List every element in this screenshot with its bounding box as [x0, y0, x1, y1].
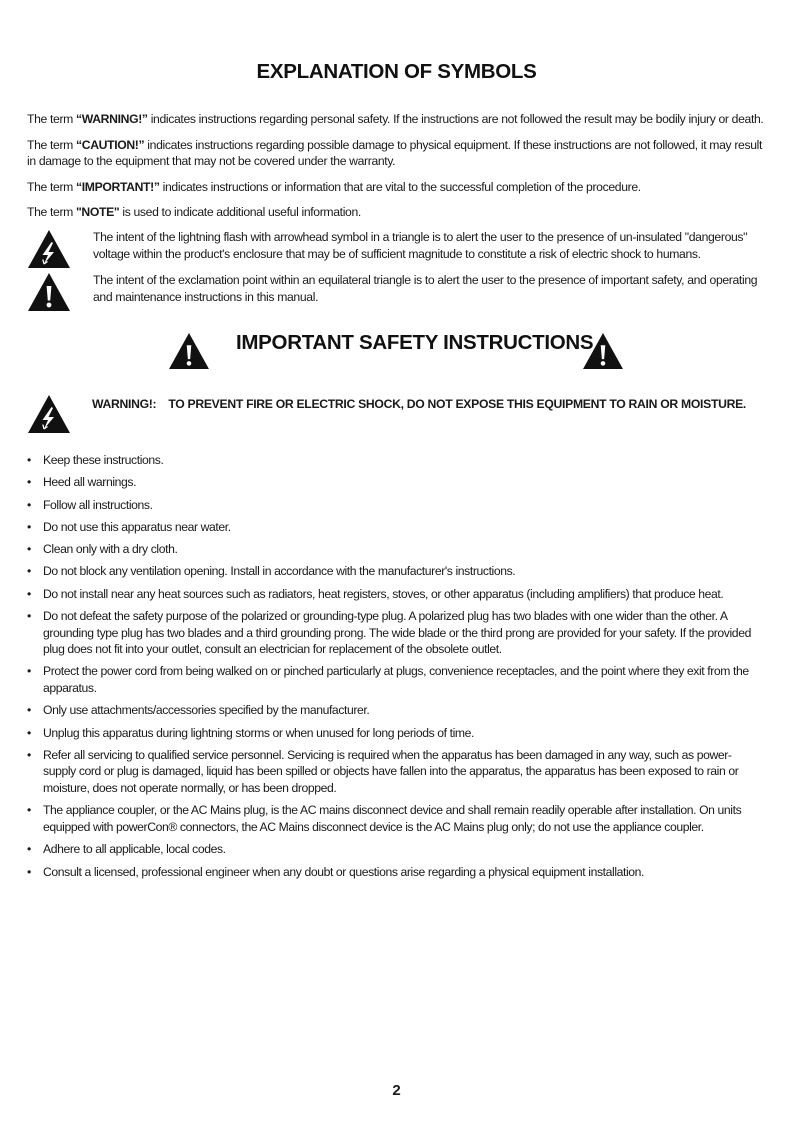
definition-important — [27, 179, 767, 196]
list-item — [27, 841, 762, 858]
list-item — [27, 608, 762, 658]
exclamation-warning-icon — [168, 332, 210, 370]
bullet-icon: • — [27, 703, 31, 718]
list-item — [27, 474, 762, 491]
list-item — [27, 452, 762, 469]
symbols-title: EXPLANATION OF SYMBOLS — [256, 60, 537, 83]
definition-term: "NOTE" — [76, 205, 120, 219]
list-item — [27, 663, 762, 696]
list-item — [27, 519, 762, 536]
page-number: 2 — [392, 1082, 401, 1099]
lightning-warning-icon — [27, 394, 71, 434]
instruction-text: Follow all instructions. — [43, 497, 153, 512]
warning-message: TO PREVENT FIRE OR ELECTRIC SHOCK, DO NOT EXPOSE THIS EQUIPMENT TO RAIN OR MOISTURE. — [168, 397, 747, 411]
definition-caution — [27, 137, 767, 170]
instruction-text: Keep these instructions. — [43, 453, 164, 467]
safety-heading — [0, 328, 793, 372]
definition-prefix: The term — [27, 205, 76, 219]
definition-prefix: The term — [27, 137, 76, 152]
exclamation-warning-icon — [582, 332, 624, 370]
instruction-text: Unplug this apparatus during lightning storms or when unused for long periods of time. — [43, 725, 475, 740]
warning-label: WARNING!: — [92, 397, 157, 411]
exclamation-warning-icon — [27, 272, 71, 312]
list-item — [27, 864, 762, 881]
instruction-text: Do not defeat the safety purpose of the polarized or grounding-type plug. A polarized plug has two blades with one wider than the other. A grounding type plug has two blades and a third grounding prong. The wide blade or the third prong are provided for your safety. If the provided plug does not fit into your outlet, consult an electrician for replacement of the obsolete outlet. — [43, 608, 751, 657]
bullet-icon: • — [27, 803, 31, 818]
definition-warning — [27, 111, 767, 128]
list-item — [27, 747, 762, 797]
definition-term: “IMPORTANT!” — [76, 179, 160, 194]
safety-instructions-list — [27, 452, 762, 886]
definition-term: “CAUTION!” — [76, 137, 145, 152]
instruction-text: Heed all warnings. — [43, 475, 137, 490]
definition-text: indicates instructions regarding personal safety. If the instructions are not followed the result may be bodily injury or death. — [147, 112, 764, 126]
definition-note — [27, 204, 767, 221]
definition-text: indicates instructions or information that are vital to the successful completion of the procedure. — [159, 179, 641, 194]
safety-title: IMPORTANT SAFETY INSTRUCTIONS — [236, 331, 594, 354]
exclamation-symbol-row — [27, 272, 767, 312]
bullet-icon: • — [27, 842, 31, 857]
term-definitions — [27, 111, 767, 230]
instruction-text: Clean only with a dry cloth. — [43, 542, 178, 557]
definition-text: indicates instructions regarding possible damage to physical equipment. If these instructions are not followed, it may result in damage to the equipment that may not be covered under the warranty. — [27, 137, 763, 168]
list-item — [27, 563, 762, 580]
bullet-icon: • — [27, 475, 31, 490]
instruction-text: Adhere to all applicable, local codes. — [43, 842, 226, 857]
definition-term: “WARNING!” — [76, 112, 148, 126]
lightning-warning-icon — [27, 229, 71, 269]
warning-text — [92, 397, 746, 411]
exclamation-explanation: The intent of the exclamation point within an equilateral triangle is to alert the user to the presence of important safety, and operating and maintenance instructions in this manual. — [93, 273, 758, 304]
bullet-icon: • — [27, 564, 31, 579]
bullet-icon: • — [27, 864, 31, 879]
definition-prefix: The term — [27, 179, 76, 194]
instruction-text: Consult a licensed, professional engineer when any doubt or questions arise regarding a physical equipment installation. — [43, 864, 645, 879]
instruction-text: Refer all servicing to qualified service personnel. Servicing is required when the apparatus has been damaged in any way, such as power-supply cord or plug is damaged, liquid has been spilled or objects have fallen into the apparatus, the apparatus has been exposed to rain or moisture, does not operate normally, or has been dropped. — [43, 747, 739, 796]
shock-warning — [27, 394, 767, 434]
bullet-icon: • — [27, 747, 31, 762]
bullet-icon: • — [27, 608, 31, 623]
lightning-explanation: The intent of the lightning flash with arrowhead symbol in a triangle is to alert the user to the presence of un-insulated "dangerous" voltage within the product's enclosure that may be of sufficient magnitude to constitute a risk of electric shock to humans. — [93, 230, 748, 261]
list-item — [27, 802, 762, 835]
list-item — [27, 497, 762, 514]
list-item — [27, 541, 762, 558]
bullet-icon: • — [27, 542, 31, 557]
instruction-text: Do not block any ventilation opening. Install in accordance with the manufacturer's instructions. — [43, 564, 516, 579]
instruction-text: Do not install near any heat sources such as radiators, heat registers, stoves, or other apparatus (including amplifiers) that produce heat. — [43, 586, 724, 601]
instruction-text: The appliance coupler, or the AC Mains plug, is the AC mains disconnect device and shall remain readily operable after installation. On units equipped with powerCon® connectors, the AC Mains disconnect device is the AC Mains plug only; do not use the appliance coupler. — [43, 803, 742, 834]
bullet-icon: • — [27, 664, 31, 679]
instruction-text: Protect the power cord from being walked on or pinched particularly at plugs, convenience receptacles, and the point where they exit from the apparatus. — [43, 664, 749, 696]
instruction-text: Only use attachments/accessories specified by the manufacturer. — [43, 703, 370, 718]
lightning-symbol-row — [27, 229, 767, 269]
bullet-icon: • — [27, 497, 31, 512]
bullet-icon: • — [27, 586, 31, 601]
list-item — [27, 725, 762, 742]
list-item — [27, 586, 762, 603]
definition-text: is used to indicate additional useful information. — [119, 205, 361, 219]
bullet-icon: • — [27, 453, 31, 467]
bullet-icon: • — [27, 725, 31, 740]
bullet-icon: • — [27, 519, 31, 534]
instruction-text: Do not use this apparatus near water. — [43, 519, 231, 534]
list-item — [27, 702, 762, 719]
definition-prefix: The term — [27, 112, 76, 126]
